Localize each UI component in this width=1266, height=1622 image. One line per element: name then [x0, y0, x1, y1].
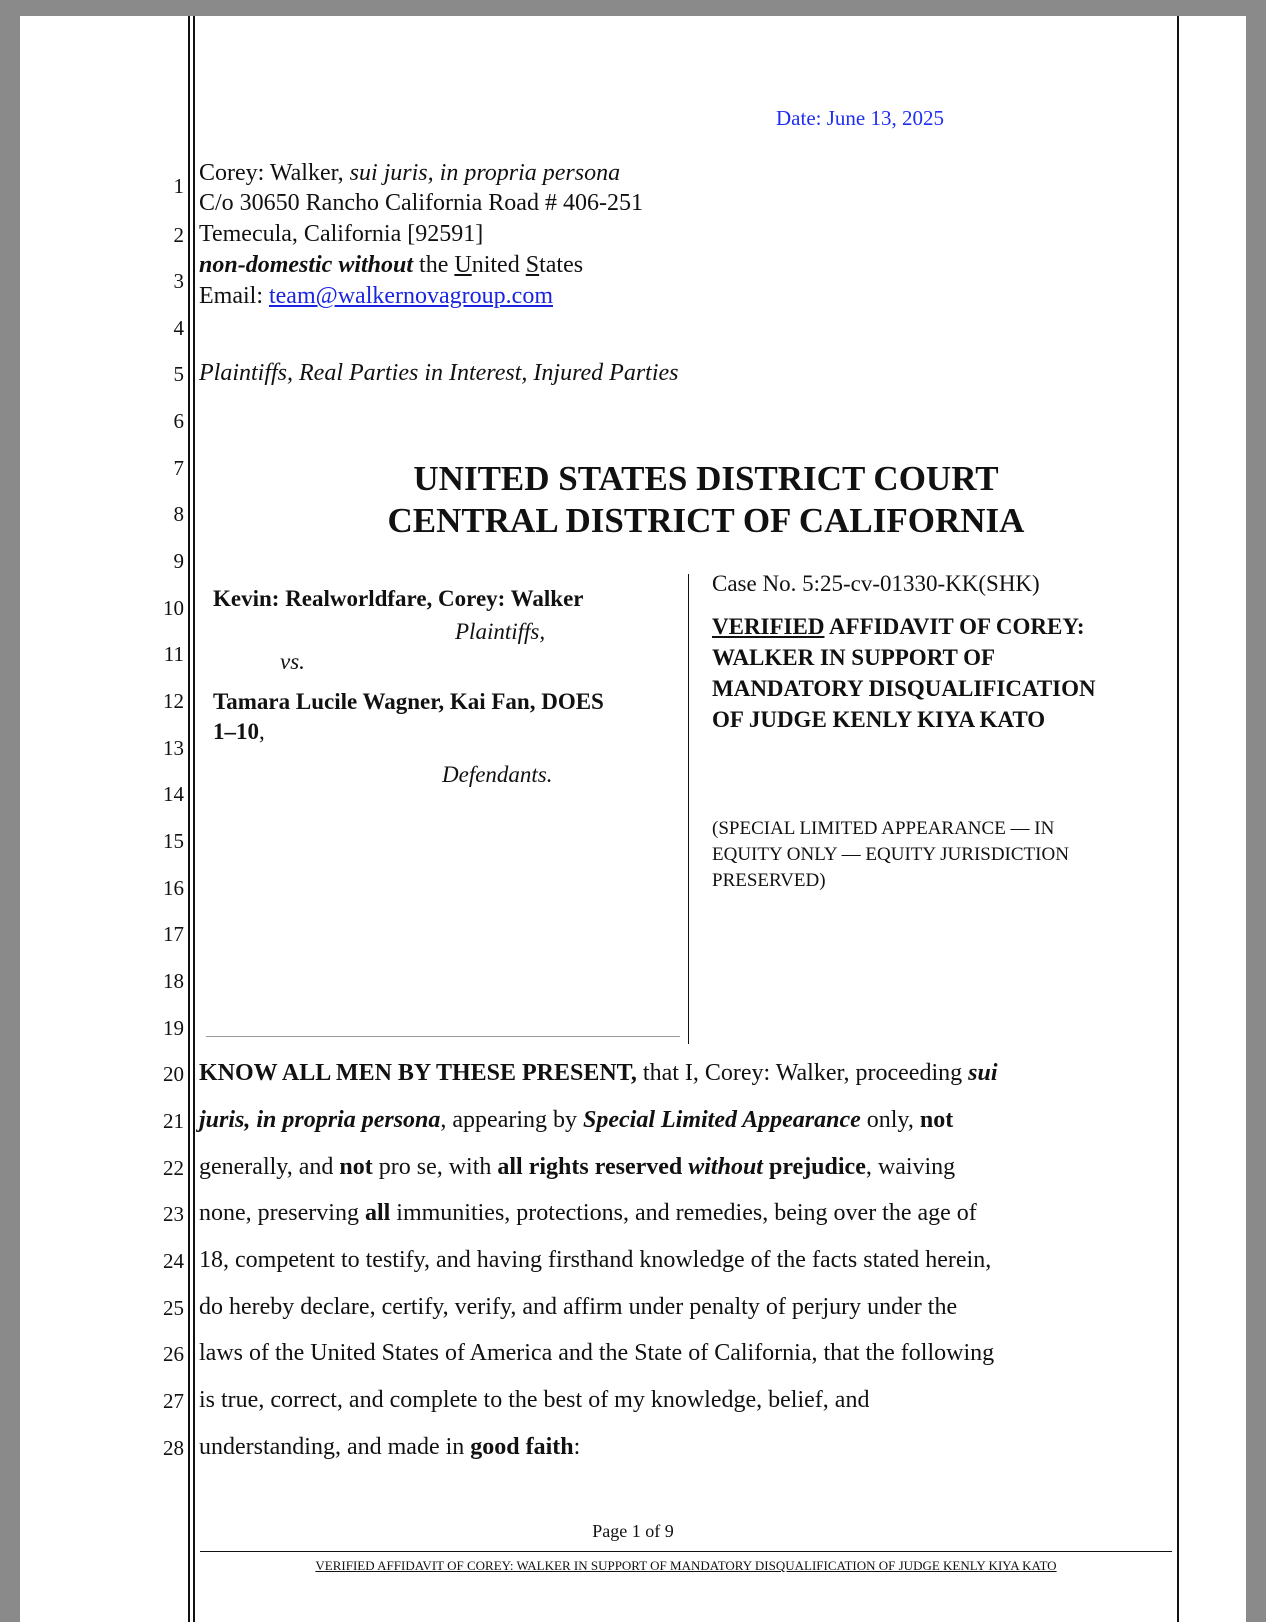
line-number: 8 — [173, 502, 184, 526]
nondomestic-u: U — [454, 252, 472, 278]
body-text: immunities, protections, and remedies, being over the age of — [390, 1200, 977, 1226]
case-title-verified: VERIFIED — [712, 614, 825, 639]
nondomestic-tates: tates — [539, 252, 584, 278]
line-number: 7 — [173, 456, 184, 480]
body-line-27: is true, correct, and complete to the best of my knowledge, belief, and — [199, 1387, 870, 1413]
line-number: 13 — [163, 736, 184, 760]
line-number: 24 — [163, 1249, 184, 1273]
body-all-rights: all rights reserved — [497, 1154, 689, 1180]
line-number: 12 — [163, 689, 184, 713]
defendants-label: Defendants. — [442, 762, 553, 787]
line-number: 18 — [163, 969, 184, 993]
header-name: Corey: Walker, — [199, 160, 350, 186]
line-number: 5 — [173, 362, 184, 386]
body-text: pro se, with — [372, 1154, 498, 1180]
header-nondomestic-line — [199, 250, 583, 280]
body-text: that I, Corey: Walker, proceeding — [636, 1060, 969, 1086]
nondomestic-s: S — [525, 252, 540, 278]
line-number: 23 — [163, 1202, 184, 1226]
body-text: generally, and — [199, 1154, 340, 1180]
header-address1: C/o 30650 Rancho California Road # 406-251 — [199, 190, 643, 216]
appearance-line1: (SPECIAL LIMITED APPEARANCE — IN — [712, 818, 1055, 839]
case-title-line3: MANDATORY DISQUALIFICATION — [712, 676, 1096, 701]
header-status: sui juris, in propria persona — [349, 160, 621, 186]
appearance-line3: PRESERVED) — [712, 870, 826, 891]
line-number: 9 — [173, 549, 184, 573]
line-number: 11 — [163, 642, 184, 666]
body-sui: sui — [968, 1060, 998, 1086]
body-line-22 — [199, 1154, 955, 1181]
defendants-comma: , — [259, 719, 265, 744]
body-not: not — [339, 1154, 373, 1180]
nondomestic-nited: nited — [471, 252, 526, 278]
body-juris: juris, in propria persona — [199, 1107, 441, 1133]
line-number: 25 — [163, 1296, 184, 1320]
defendants-names-line1: Tamara Lucile Wagner, Kai Fan, DOES — [213, 689, 604, 714]
body-line-21 — [199, 1107, 953, 1134]
body-all: all — [364, 1200, 391, 1226]
defendants-names-line2 — [213, 719, 265, 745]
line-number: 20 — [163, 1062, 184, 1086]
body-text: , appearing by — [440, 1107, 584, 1133]
case-title-line4: OF JUDGE KENLY KIYA KATO — [712, 707, 1046, 732]
body-know-all-men: KNOW ALL MEN BY THESE PRESENT, — [199, 1060, 637, 1086]
document-page — [20, 16, 1246, 1622]
defendants-range: 1–10 — [213, 719, 259, 744]
parties-role — [199, 358, 679, 388]
line-number: 1 — [173, 174, 184, 198]
case-title-line1 — [712, 611, 1085, 642]
body-good-faith: good faith — [470, 1434, 574, 1460]
nondomestic-phrase: non-domestic without — [199, 252, 414, 278]
line-number: 15 — [163, 829, 184, 853]
left-margin-rule-inner — [193, 16, 195, 1622]
body-not: not — [919, 1107, 954, 1133]
case-number: Case No. 5:25-cv-01330-KK(SHK) — [712, 571, 1040, 596]
line-number: 2 — [173, 223, 184, 247]
body-text: none, preserving — [199, 1200, 365, 1226]
header-email-line — [199, 281, 553, 311]
footer-title: VERIFIED AFFIDAVIT OF COREY: WALKER IN SUPPORT OF MANDATORY DISQUALIFICATION OF JUDGE KENLY KIYA KATO — [315, 1558, 1057, 1573]
body-line-24: 18, competent to testify, and having firsthand knowledge of the facts stated herein, — [199, 1247, 992, 1273]
plaintiffs-names: Kevin: Realworldfare, Corey: Walker — [213, 586, 584, 611]
case-title-line2: WALKER IN SUPPORT OF — [712, 645, 996, 670]
body-without: without — [688, 1154, 763, 1180]
line-number: 10 — [163, 596, 184, 620]
header-address2: Temecula, California [92591] — [199, 221, 484, 247]
court-title-line1: UNITED STATES DISTRICT COURT — [413, 459, 999, 498]
line-number: 27 — [163, 1389, 184, 1413]
caption-divider — [688, 574, 689, 1044]
line-number: 21 — [163, 1109, 184, 1133]
footer-rule — [200, 1551, 1172, 1552]
line-number: 22 — [163, 1156, 184, 1180]
body-text: , waiving — [865, 1154, 956, 1180]
body-text: only, — [860, 1107, 920, 1133]
plaintiffs-label: Plaintiffs, — [455, 619, 546, 644]
body-special-appearance: Special Limited Appearance — [583, 1107, 861, 1133]
line-number: 16 — [163, 876, 184, 900]
body-line-28 — [199, 1434, 580, 1461]
nondomestic-the: the — [413, 252, 455, 278]
line-number: 14 — [163, 782, 184, 806]
body-line-20 — [199, 1060, 997, 1087]
page-number: Page 1 of 9 — [592, 1521, 674, 1541]
line-number: 4 — [173, 316, 184, 340]
body-text: understanding, and made in — [199, 1434, 471, 1460]
right-margin-rule — [1177, 16, 1179, 1622]
body-line-23 — [199, 1200, 977, 1227]
versus-label: vs. — [280, 649, 305, 674]
line-number: 3 — [173, 269, 184, 293]
left-margin-rule-outer — [188, 16, 190, 1622]
caption-bottom-rule — [206, 1036, 680, 1037]
header-name-line — [199, 158, 620, 188]
court-title-line2: CENTRAL DISTRICT OF CALIFORNIA — [387, 501, 1025, 540]
document-date: Date: June 13, 2025 — [776, 106, 944, 130]
line-number: 17 — [163, 922, 184, 946]
body-line-25: do hereby declare, certify, verify, and affirm under penalty of perjury under the — [199, 1294, 958, 1320]
case-title-line1-rest: AFFIDAVIT OF COREY: — [824, 614, 1085, 639]
email-link[interactable]: team@walkernovagroup.com — [268, 283, 553, 309]
line-number: 26 — [163, 1342, 184, 1366]
body-line-26: laws of the United States of America and the State of California, that the following — [199, 1340, 995, 1366]
line-number: 6 — [173, 409, 184, 433]
body-prejudice: prejudice — [762, 1154, 866, 1180]
line-number: 28 — [163, 1436, 184, 1460]
line-number: 19 — [163, 1016, 184, 1040]
body-colon: : — [573, 1434, 581, 1460]
appearance-line2: EQUITY ONLY — EQUITY JURISDICTION — [712, 844, 1069, 865]
email-label: Email: — [199, 283, 269, 309]
parties-role-text: Plaintiffs, Real Parties in Interest, Injured Parties — [199, 360, 679, 386]
